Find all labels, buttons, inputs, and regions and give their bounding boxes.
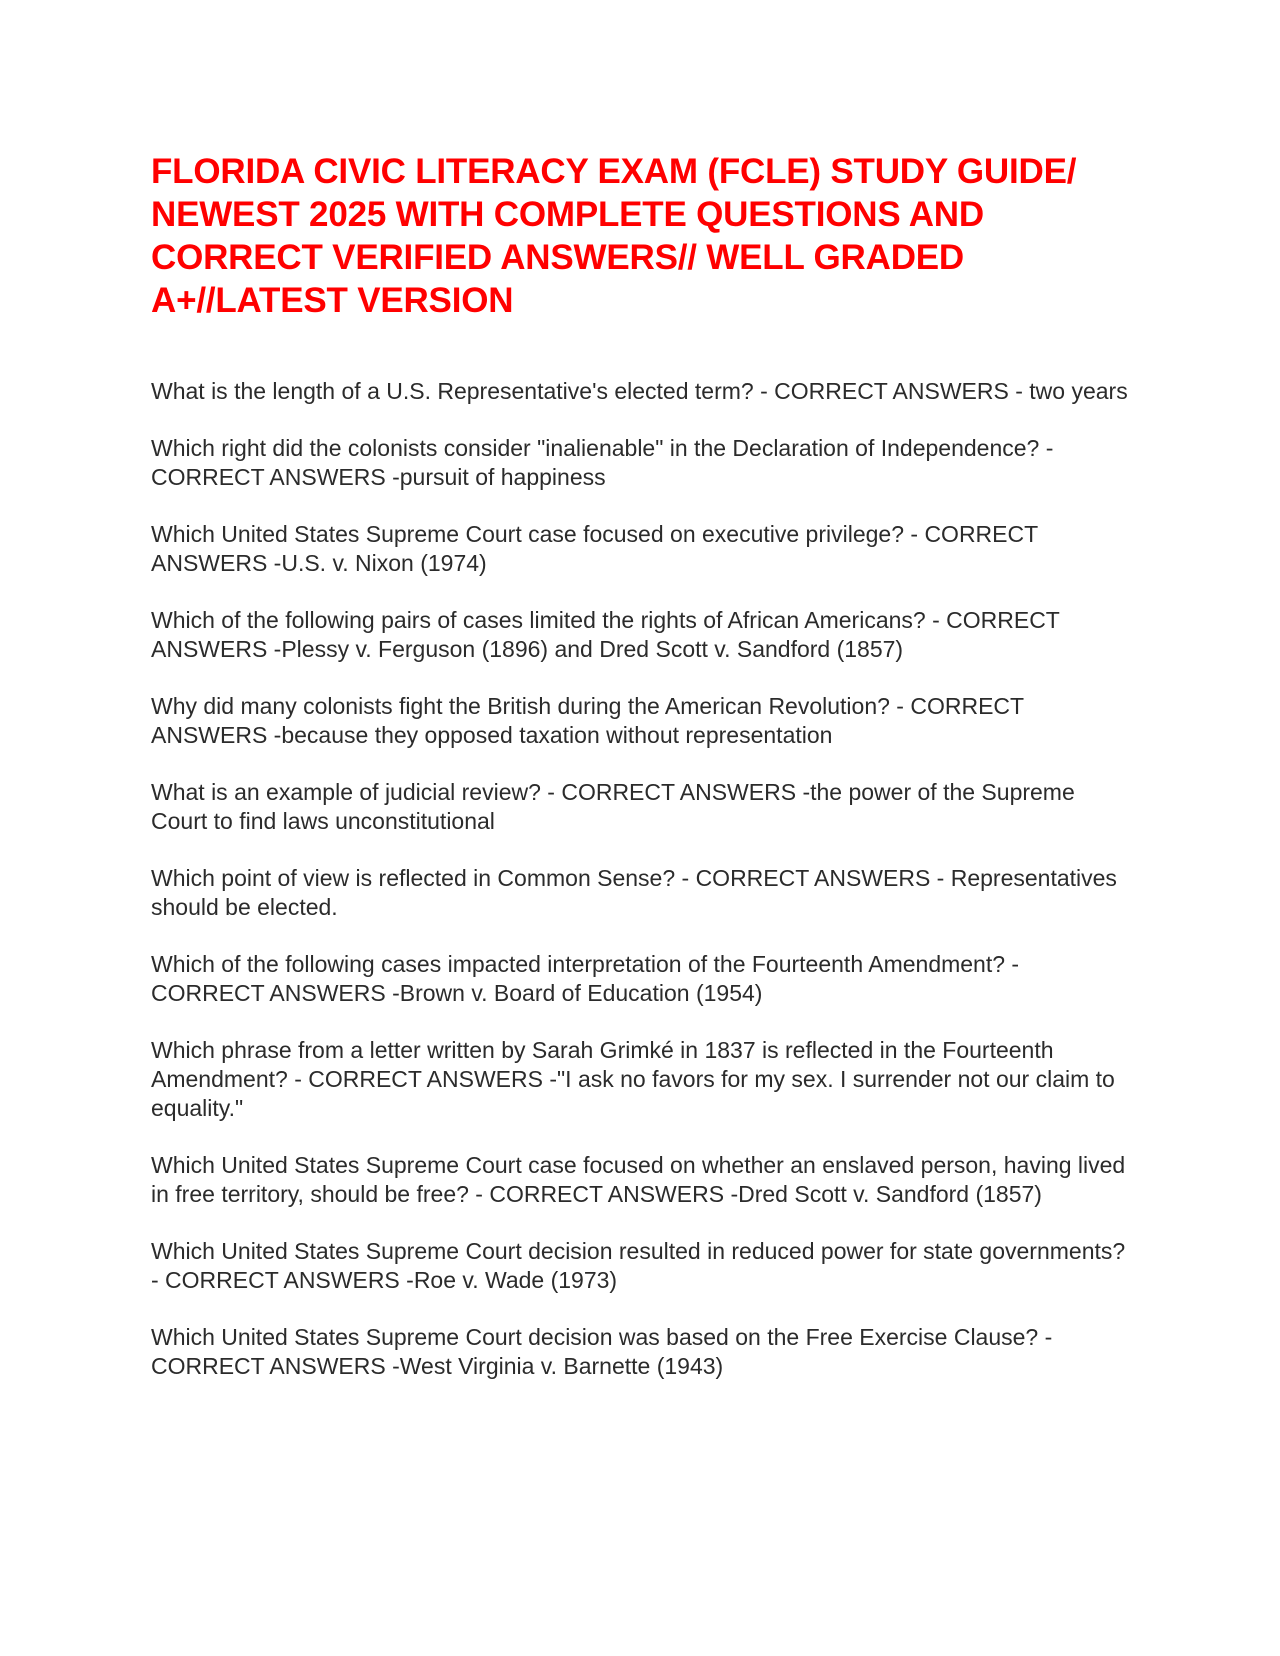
qa-item-9: Which phrase from a letter written by Sarah Grimké in 1837 is reflected in the Fourteenth Amendment? - CORRECT ANSWERS -"I ask no favors for my sex. I surrender not our claim to equality." — [151, 1037, 1115, 1121]
qa-item-8: Which of the following cases impacted interpretation of the Fourteenth Amendment? - CORRECT ANSWERS -Brown v. Board of Education (1954) — [151, 951, 1020, 1006]
document-content — [151, 150, 1131, 1409]
question-answer-list — [151, 377, 1131, 1381]
qa-item-2: Which right did the colonists consider "inalienable" in the Declaration of Independence? - CORRECT ANSWERS -pursuit of happiness — [151, 435, 1054, 490]
qa-item-11: Which United States Supreme Court decision resulted in reduced power for state governments? - CORRECT ANSWERS -Roe v. Wade (1973) — [151, 1238, 1126, 1293]
qa-item-12: Which United States Supreme Court decision was based on the Free Exercise Clause? - CORRECT ANSWERS -West Virginia v. Barnette (1943) — [151, 1324, 1053, 1379]
document-title: FLORIDA CIVIC LITERACY EXAM (FCLE) STUDY GUIDE/ NEWEST 2025 WITH COMPLETE QUESTIONS AND CORRECT VERIFIED ANSWERS// WELL GRADED A+//LATEST VERSION — [151, 152, 1077, 320]
qa-item-7: Which point of view is reflected in Common Sense? - CORRECT ANSWERS - Representatives should be elected. — [151, 865, 1117, 920]
qa-item-6: What is an example of judicial review? - CORRECT ANSWERS -the power of the Supreme Court to find laws unconstitutional — [151, 779, 1075, 834]
qa-item-4: Which of the following pairs of cases limited the rights of African Americans? - CORRECT ANSWERS -Plessy v. Ferguson (1896) and Dred Scott v. Sandford (1857) — [151, 607, 1060, 662]
qa-item-3: Which United States Supreme Court case focused on executive privilege? - CORRECT ANSWERS -U.S. v. Nixon (1974) — [151, 521, 1038, 576]
qa-item-10: Which United States Supreme Court case focused on whether an enslaved person, having lived in free territory, should be free? - CORRECT ANSWERS -Dred Scott v. Sandford (1857) — [151, 1152, 1126, 1207]
qa-item-5: Why did many colonists fight the British during the American Revolution? - CORRECT ANSWERS -because they opposed taxation without representation — [151, 693, 1024, 748]
qa-item-1: What is the length of a U.S. Representative's elected term? - CORRECT ANSWERS - two years — [151, 378, 1128, 404]
